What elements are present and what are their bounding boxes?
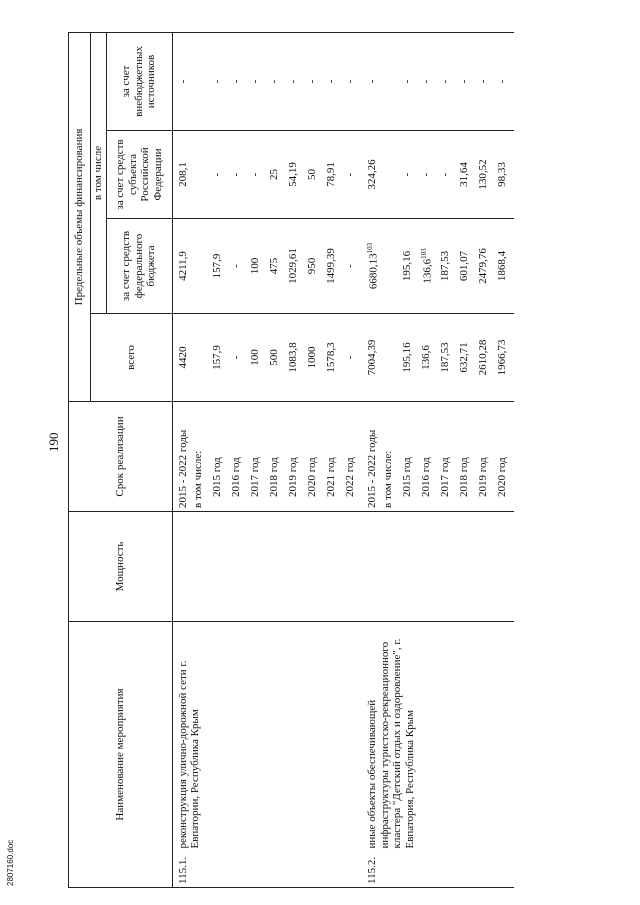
term-cell: 2018 год [267, 402, 286, 512]
regional-value: 78,91 [325, 162, 338, 187]
header-regional: за счет средств субъекта Российской Федерации [106, 131, 172, 219]
federal-value: 187,53 [439, 250, 452, 282]
regional-cell [172, 131, 191, 219]
term-cell: 2019 год [286, 402, 305, 512]
term-cell: 2017 год [248, 402, 267, 512]
total-value: 1578,3 [325, 342, 338, 373]
total-cell [438, 314, 457, 402]
federal-cell [286, 219, 305, 314]
federal-cell [172, 219, 191, 314]
regional-value: 31,64 [458, 162, 471, 187]
extra-value: - [477, 79, 490, 84]
regional-cell [229, 131, 248, 219]
term-cell: в том числе: [191, 402, 210, 512]
regional-value: - [344, 172, 357, 177]
federal-cell [248, 219, 267, 314]
footer-code: 2807160.doc [6, 839, 15, 886]
term-cell: 2021 год [324, 402, 343, 512]
regional-cell [286, 131, 305, 219]
federal-value: 1499,39 [325, 248, 338, 284]
extra-value: - [325, 79, 338, 84]
extra-value: - [496, 79, 509, 84]
extra-cell [400, 32, 419, 130]
total-value: 500 [268, 349, 281, 366]
regional-cell [476, 131, 495, 219]
federal-value: 950 [306, 257, 319, 275]
total-cell [476, 314, 495, 402]
federal-value: 4211,9 [176, 251, 189, 281]
regional-value: 324,26 [366, 159, 379, 190]
regional-value: - [211, 172, 224, 177]
federal-value: 100 [249, 257, 262, 275]
extra-value: - [439, 79, 452, 84]
extra-cell [267, 32, 286, 130]
total-cell [172, 314, 191, 402]
extra-value: - [249, 79, 262, 84]
header-total: всего [91, 314, 173, 402]
extra-cell [343, 32, 362, 130]
extra-cell [362, 32, 381, 130]
total-cell [343, 314, 362, 402]
extra-cell [229, 32, 248, 130]
extra-cell [476, 32, 495, 130]
federal-value: 601,07 [458, 250, 471, 282]
regional-value: 208,1 [176, 162, 189, 187]
header-limit-group: Предельные объемы финансирования [69, 32, 91, 401]
total-value: - [344, 355, 357, 360]
header-name: Наименование мероприятия [69, 622, 173, 888]
federal-value: 195,16 [401, 250, 414, 282]
extra-cell [305, 32, 324, 130]
federal-cell [476, 219, 495, 314]
federal-value: 6680,13 [367, 253, 380, 290]
federal-value: 1029,61 [287, 248, 300, 284]
total-value: 195,16 [401, 342, 414, 373]
total-cell [229, 314, 248, 402]
regional-value: - [249, 172, 262, 177]
total-value: 2610,28 [477, 339, 490, 376]
federal-cell [324, 219, 343, 314]
extra-value: - [306, 79, 319, 84]
total-cell [419, 314, 438, 402]
regional-cell [267, 131, 286, 219]
capacity-cell [172, 512, 362, 622]
regional-cell [400, 131, 419, 219]
total-value: 187,53 [439, 342, 452, 373]
extra-cell [210, 32, 229, 130]
total-cell [324, 314, 343, 402]
regional-value: - [230, 172, 243, 177]
federal-value: 2479,76 [477, 248, 490, 284]
extra-value: - [230, 79, 243, 84]
regional-cell [210, 131, 229, 219]
term-cell: 2022 год [343, 402, 362, 512]
federal-value: 157,9 [211, 253, 224, 279]
extra-cell [495, 32, 514, 130]
extra-value: - [211, 79, 224, 84]
total-cell [267, 314, 286, 402]
federal-cell [229, 219, 248, 314]
total-value: 1966,73 [496, 339, 509, 376]
section-name: реконструкция улично-дорожной сети г. Евпатории, Республика Крым [172, 622, 362, 852]
regional-value: - [439, 172, 452, 177]
term-cell: 2015 год [400, 402, 419, 512]
total-value: 157,9 [211, 345, 224, 370]
extra-cell [248, 32, 267, 130]
total-cell [191, 314, 210, 402]
term-cell: 2019 год [476, 402, 495, 512]
term-cell: 2015 - 2022 годы [172, 402, 191, 512]
federal-cell [210, 219, 229, 314]
extra-value: - [268, 79, 281, 84]
total-value: 7004,39 [366, 339, 379, 376]
extra-cell [457, 32, 476, 130]
total-cell [305, 314, 324, 402]
footnote-ref: 103 [420, 248, 429, 259]
footnote-ref: 103 [366, 242, 375, 254]
federal-cell [305, 219, 324, 314]
regional-value: 130,52 [477, 159, 490, 190]
term-cell: 2018 год [457, 402, 476, 512]
header-extra: за счет внебюджетных источников [106, 32, 172, 130]
regional-cell [191, 131, 210, 219]
federal-value: 1868,4 [496, 250, 509, 282]
federal-value: - [230, 264, 243, 268]
extra-value: - [401, 79, 414, 84]
extra-cell [191, 32, 210, 130]
federal-cell [343, 219, 362, 314]
term-cell: 2015 год [210, 402, 229, 512]
regional-value: 25 [268, 169, 281, 180]
extra-value: - [344, 79, 357, 84]
term-cell: 2016 год [229, 402, 248, 512]
term-cell: 2015 - 2022 годы [362, 402, 381, 512]
extra-cell [438, 32, 457, 130]
section-name: иные объекты обеспечивающей инфраструктуры туристско-рекреационного кластера "Детский отдых и оздоровление", г. Евпатория, Республика Крым [362, 622, 514, 852]
capacity-cell [362, 512, 514, 622]
regional-value: 54,19 [287, 162, 300, 187]
total-value: 1083,8 [287, 342, 300, 373]
page-number: 190 [46, 432, 61, 452]
extra-value: - [366, 79, 379, 84]
federal-cell [419, 219, 438, 314]
extra-value: - [420, 79, 433, 84]
regional-value: 98,33 [496, 162, 509, 187]
federal-cell [438, 219, 457, 314]
total-cell [495, 314, 514, 402]
regional-cell [419, 131, 438, 219]
federal-cell [457, 219, 476, 314]
regional-cell [457, 131, 476, 219]
term-cell: 2020 год [495, 402, 514, 512]
header-incl: в том числе [91, 32, 107, 313]
extra-value: - [458, 79, 471, 84]
header-term: Срок реализации [69, 402, 173, 512]
extra-cell [286, 32, 305, 130]
total-value: - [230, 355, 243, 360]
total-cell [210, 314, 229, 402]
regional-cell [305, 131, 324, 219]
regional-cell [495, 131, 514, 219]
header-capacity: Мощность [69, 512, 173, 622]
total-cell [362, 314, 381, 402]
total-value: 4420 [176, 346, 189, 369]
regional-value: - [401, 172, 414, 177]
extra-cell [381, 32, 400, 130]
federal-cell [381, 219, 400, 314]
financing-table-wrapper [68, 33, 573, 888]
regional-cell [381, 131, 400, 219]
federal-cell [267, 219, 286, 314]
federal-value: - [344, 264, 357, 268]
federal-cell [495, 219, 514, 314]
extra-cell [324, 32, 343, 130]
total-value: 632,71 [458, 342, 471, 373]
term-cell: в том числе: [381, 402, 400, 512]
total-cell [457, 314, 476, 402]
extra-value: - [287, 79, 300, 84]
total-cell [400, 314, 419, 402]
section-index: 115.2. [362, 852, 514, 888]
federal-cell [191, 219, 210, 314]
total-cell [248, 314, 267, 402]
regional-cell [438, 131, 457, 219]
regional-cell [248, 131, 267, 219]
total-value: 1000 [306, 346, 319, 369]
regional-cell [362, 131, 381, 219]
regional-value: - [420, 172, 433, 177]
regional-cell [324, 131, 343, 219]
term-cell: 2017 год [438, 402, 457, 512]
total-cell [381, 314, 400, 402]
extra-cell [419, 32, 438, 130]
table-body [172, 32, 514, 887]
federal-value: 136,6 [422, 258, 435, 284]
federal-cell [400, 219, 419, 314]
federal-cell [362, 219, 381, 314]
table-row [172, 32, 191, 887]
section-index: 115.1. [172, 852, 362, 888]
regional-value: 50 [306, 169, 319, 180]
extra-value: - [176, 79, 189, 84]
extra-cell [172, 32, 191, 130]
header-federal: за счет средств федерального бюджета [106, 219, 172, 314]
regional-cell [343, 131, 362, 219]
term-cell: 2020 год [305, 402, 324, 512]
total-value: 136,6 [420, 345, 433, 370]
financing-table [68, 32, 514, 888]
total-value: 100 [249, 349, 262, 366]
federal-value: 475 [268, 257, 281, 275]
term-cell: 2016 год [419, 402, 438, 512]
total-cell [286, 314, 305, 402]
table-row [362, 32, 381, 887]
